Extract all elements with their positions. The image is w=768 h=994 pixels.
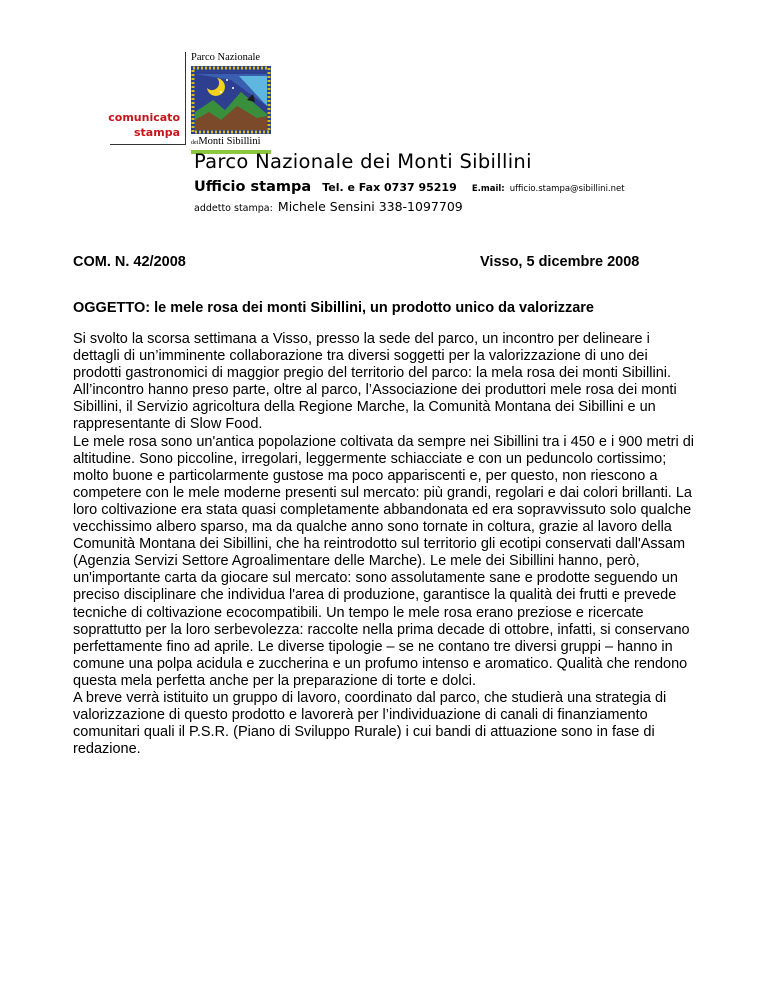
logo-bottom-prefix: dei bbox=[191, 140, 199, 146]
mountain-moon-icon bbox=[191, 66, 271, 134]
body-paragraph: Si svolto la scorsa settimana a Visso, presso la sede del parco, un incontro per delineare i dettagli di un’imminente collaborazione tra diversi soggetti per la valorizzazione di uno dei prodotti gastronomici di maggior pregio del territorio del parco: la mela rosa dei monti Sibillini. All’incontro hanno preso parte, oltre al parco, l’Associazione dei produttori mele rosa dei monti Sibillini, il Servizio agricoltura della Regione Marche, la Comunità Montana dei Sibillini e un rappresentante di Slow Food. bbox=[73, 331, 677, 433]
email-label: E.mail: bbox=[471, 184, 505, 194]
press-office-label: Ufficio stampa bbox=[194, 179, 312, 195]
email-address: ufficio.stampa@sibillini.net bbox=[509, 184, 625, 194]
park-title: Parco Nazionale dei Monti Sibillini bbox=[194, 150, 532, 173]
subject-line: OGGETTO: le mele rosa dei monti Sibillini, un prodotto unico da valorizzare bbox=[73, 300, 594, 316]
header-vertical-divider bbox=[185, 52, 186, 144]
press-officer-line bbox=[194, 196, 463, 215]
logo-emblem bbox=[191, 66, 271, 134]
logo-bottom-text bbox=[191, 136, 273, 149]
press-officer-name: Michele Sensini 338-1097709 bbox=[277, 199, 463, 214]
header-horizontal-divider bbox=[110, 144, 186, 145]
park-logo bbox=[191, 52, 273, 148]
tel-fax: Tel. e Fax 0737 95219 bbox=[322, 181, 457, 194]
comunicato-stampa-label bbox=[100, 110, 180, 140]
place-date: Visso, 5 dicembre 2008 bbox=[480, 254, 640, 270]
document-body bbox=[73, 331, 699, 758]
press-officer-label: addetto stampa: bbox=[194, 203, 273, 214]
comunicato-label: comunicato bbox=[108, 111, 180, 124]
stampa-label: stampa bbox=[134, 126, 180, 139]
logo-bottom-name: Monti Sibillini bbox=[198, 136, 261, 147]
communique-number: COM. N. 42/2008 bbox=[73, 254, 186, 270]
body-paragraph: Le mele rosa sono un'antica popolazione coltivata da sempre nei Sibillini tra i 450 e i 900 metri di altitudine. Sono piccoline, irregolari, leggermente schiacciate e con un peduncolo cortissimo; molto buone e particolarmente gustose ma poco appariscenti e, per questo, non riescono a competere con le mele moderne presenti sul mercato: più grandi, regolari e dai colori brillanti. La loro coltivazione era stata quasi completamente abbandonata ed era sopravvissuto solo qualche vecchissimo albero sparso, ma da qualche anno sono tornate in coltura, grazie al lavoro della Comunità Montana dei Sibillini, che ha reintrodotto sul territorio gli ecotipi conservati dall'Assam (Agenzia Servizi Settore Agroalimentare delle Marche). Le mele dei Sibillini hanno, però, un'importante carta da giocare sul mercato: sono assolutamente sane e prodotte seguendo un preciso disciplinare che individua l'area di produzione, garantisce la qualità dei frutti e prevede tecniche di coltivazione ecocompatibili. Un tempo le mele rosa erano preziose e ricercate soprattutto per la loro serbevolezza: raccolte nella prima decade di ottobre, infatti, si conservano perfettamente fino ad aprile. Le diverse tipologie – se ne contano tre diversi gruppi – hanno in comune una polpa acidula e zuccherina e un profumo intenso e aromatico. Qualità che rendono questa mela perfetta anche per la preparazione di torte e dolci. bbox=[73, 433, 694, 689]
logo-top-text: Parco Nazionale bbox=[191, 52, 261, 63]
press-office-line bbox=[194, 176, 625, 195]
body-paragraph: A breve verrà istituito un gruppo di lavoro, coordinato dal parco, che studierà una strategia di valorizzazione di questo prodotto e lavorerà per l’individuazione di canali di finanziamento comunitari quali il P.S.R. (Piano di Sviluppo Rurale) i cui bandi di attuazione sono in fase di redazione. bbox=[73, 689, 667, 758]
